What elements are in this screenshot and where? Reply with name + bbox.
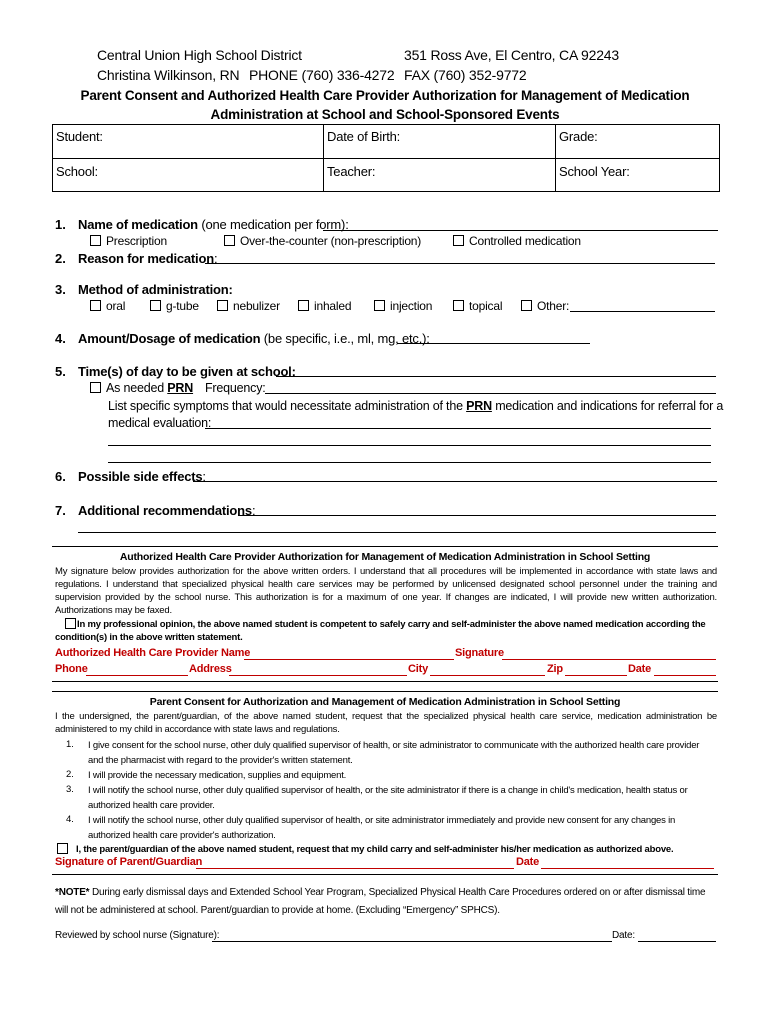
- checkbox-icon: [90, 235, 101, 246]
- provider-zip-line[interactable]: [565, 675, 627, 676]
- checkbox-icon: [90, 382, 101, 393]
- provider-signature-line[interactable]: [502, 659, 716, 660]
- frequency-label: Frequency:: [205, 381, 266, 395]
- q3-number: 3.: [55, 282, 66, 297]
- checkbox-self-carry[interactable]: [57, 843, 73, 857]
- provider-phone-line[interactable]: [86, 675, 188, 676]
- q5-label: Time(s) of day to be given at school:: [78, 364, 296, 379]
- checkbox-icon: [521, 300, 532, 311]
- district-address: 351 Ross Ave, El Centro, CA 92243: [404, 47, 619, 63]
- q1-label: Name of medication: [78, 217, 198, 232]
- checkbox-other[interactable]: Other:: [521, 299, 569, 313]
- provider-city-label: City: [408, 663, 428, 675]
- provider-date-label: Date: [628, 663, 652, 675]
- checkbox-controlled[interactable]: Controlled medication: [453, 234, 581, 248]
- q6-label: Possible side effects: [78, 469, 203, 484]
- q5-number: 5.: [55, 364, 66, 379]
- parent-intro: I the undersigned, the parent/guardian, of the above named student, request that the specialized physical health care service, medication administration be administered to my child in accordance with state laws and regulations.: [55, 711, 717, 735]
- provider-name-line[interactable]: [244, 659, 454, 660]
- checkbox-inhaled[interactable]: inhaled: [298, 299, 351, 313]
- checkbox-icon: [90, 300, 101, 311]
- form-title-line2: Administration at School and School-Sponsored Events: [210, 107, 560, 122]
- parent-date-label: Date: [516, 856, 540, 868]
- provider-address-label: Address: [189, 663, 232, 675]
- medication-name-line[interactable]: [323, 230, 718, 231]
- q2-label-row: Reason for medication:: [78, 251, 218, 266]
- parent-item-2-number: 2.: [66, 769, 74, 780]
- school-field[interactable]: School:: [56, 164, 98, 179]
- footer-date-label: Date:: [612, 930, 635, 941]
- parent-item-2-text: I will provide the necessary medication, supplies and equipment.: [88, 770, 347, 781]
- checkbox-icon: [298, 300, 309, 311]
- parent-item-1-text: I give consent for the school nurse, other duly qualified supervisor of health, or site administrator to communicate with the authorized health care provider and the pharmacist with regard to the provider's written statement.: [88, 740, 700, 766]
- symptoms-line-1[interactable]: [205, 428, 711, 429]
- provider-phone-label: Phone: [55, 663, 88, 675]
- parent-item-4-number: 4.: [66, 814, 74, 825]
- q4-number: 4.: [55, 331, 66, 346]
- nurse-name: Christina Wilkinson, RN: [97, 67, 240, 83]
- q7-label: Additional recommendations: [78, 503, 252, 518]
- symptoms-line-2[interactable]: [108, 445, 711, 446]
- checkbox-oral[interactable]: oral: [90, 299, 125, 313]
- q7-number: 7.: [55, 503, 66, 518]
- reason-line[interactable]: [205, 263, 715, 264]
- checkbox-topical[interactable]: topical: [453, 299, 502, 313]
- parent-item-1-number: 1.: [66, 739, 74, 750]
- checkbox-as-needed[interactable]: As needed PRN: [90, 381, 193, 395]
- side-effects-line[interactable]: [193, 481, 717, 482]
- provider-date-line[interactable]: [654, 675, 716, 676]
- checkbox-injection[interactable]: injection: [374, 299, 432, 313]
- other-method-line[interactable]: [570, 311, 715, 312]
- student-field[interactable]: Student:: [56, 129, 103, 144]
- grade-field[interactable]: Grade:: [559, 129, 598, 144]
- dismissal-note: *NOTE* During early dismissal days and Extended School Year Program, Specialized Physical Health Care Procedures ordered on or after dismissal time will not be administered at school. Parent/guardian to provide at home. (Excluding “Emergency” SPHCS).: [55, 887, 706, 916]
- parent-item-3-text: I will notify the school nurse, other duly qualified supervisor of health, or the site administrator if there is a change in child's medication, health status or authorized health care provider.: [88, 785, 688, 811]
- frequency-line[interactable]: [265, 393, 716, 394]
- q2-number: 2.: [55, 251, 66, 266]
- time-of-day-line[interactable]: [276, 376, 716, 377]
- q4-label: Amount/Dosage of medication: [78, 331, 261, 346]
- q6-label-row: Possible side effects:: [78, 469, 206, 484]
- q7-label-row: Additional recommendations:: [78, 503, 256, 518]
- provider-heading: Authorized Health Care Provider Authorization for Management of Medication Administration in School Setting: [119, 551, 651, 563]
- checkbox-nebulizer[interactable]: nebulizer: [217, 299, 280, 313]
- teacher-field[interactable]: Teacher:: [327, 164, 376, 179]
- school-year-field[interactable]: School Year:: [559, 164, 630, 179]
- checkbox-prescription[interactable]: Prescription: [90, 234, 167, 248]
- reviewed-by-label: Reviewed by school nurse (Signature):: [55, 930, 220, 941]
- provider-address-line[interactable]: [229, 675, 407, 676]
- recommendations-line-2[interactable]: [78, 532, 716, 533]
- q4-label-row: Amount/Dosage of medication (be specific, i.e., ml, mg, etc.):: [78, 331, 430, 346]
- checkbox-gtube[interactable]: g-tube: [150, 299, 199, 313]
- q1-label-row: [78, 217, 349, 232]
- checkbox-icon: [57, 843, 68, 854]
- provider-body: My signature below provides authorization for the above written orders. I understand that all procedures will be implemented in accordance with state laws and regulations. I understand that specialized physical health care services may be performed by unlicensed designated school personnel under the training and supervision provided by the school nurse. This authorization is for a maximum of one year. If changes are indicated, I will provide new written authorization. Authorizations may be faxed.: [55, 566, 717, 616]
- recommendations-line-1[interactable]: [238, 515, 716, 516]
- phone-number: PHONE (760) 336-4272: [249, 67, 395, 83]
- parent-date-line[interactable]: [541, 868, 714, 869]
- parent-item-3-number: 3.: [66, 784, 74, 795]
- symptoms-line-3[interactable]: [108, 462, 711, 463]
- checkbox-icon: [217, 300, 228, 311]
- parent-item-4-text: I will notify the school nurse, other duly qualified supervisor of health, or site administrator immediately and provide new consent for any changes in authorized health care provider's authorization.: [88, 815, 676, 841]
- q1-hint: (one medication per form):: [197, 217, 349, 232]
- checkbox-icon: [150, 300, 161, 311]
- parent-heading: Parent Consent for Authorization and Management of Medication Administration in School Setting: [149, 696, 621, 708]
- form-title-line1: Parent Consent and Authorized Health Care Provider Authorization for Management of Medication: [80, 88, 690, 103]
- provider-city-line[interactable]: [430, 675, 545, 676]
- q2-label: Reason for medication: [78, 251, 214, 266]
- prn-symptoms-text-2: medical evaluation:: [108, 416, 212, 430]
- checkbox-icon: [453, 235, 464, 246]
- district-name: Central Union High School District: [97, 47, 302, 63]
- checkbox-otc[interactable]: Over-the-counter (non-prescription): [224, 234, 421, 248]
- q1-number: 1.: [55, 217, 66, 232]
- self-carry-text: I, the parent/guardian of the above named student, request that my child carry and self-administer his/her medication as authorized above.: [76, 844, 674, 855]
- checkbox-icon: [453, 300, 464, 311]
- dosage-line[interactable]: [397, 343, 590, 344]
- nurse-signature-line[interactable]: [212, 941, 612, 942]
- provider-name-label: Authorized Health Care Provider Name: [55, 647, 251, 659]
- provider-signature-label: Signature: [455, 647, 504, 659]
- checkbox-icon: [224, 235, 235, 246]
- q6-number: 6.: [55, 469, 66, 484]
- prn-symptoms-text: List specific symptoms that would necessitate administration of the PRN medication and indications for referral for a: [108, 399, 724, 413]
- provider-opinion: In my professional opinion, the above named student is competent to safely carry and self-administer the above named medication according the condition(s) in the above written statement.: [55, 619, 706, 643]
- checkbox-icon: [374, 300, 385, 311]
- footer-date-line[interactable]: [638, 941, 716, 942]
- parent-signature-label: Signature of Parent/Guardian: [55, 856, 203, 868]
- parent-signature-line[interactable]: [196, 868, 514, 869]
- fax-number: FAX (760) 352-9772: [404, 67, 527, 83]
- dob-field[interactable]: Date of Birth:: [327, 129, 401, 144]
- q3-label: Method of administration:: [78, 282, 233, 297]
- provider-zip-label: Zip: [547, 663, 563, 675]
